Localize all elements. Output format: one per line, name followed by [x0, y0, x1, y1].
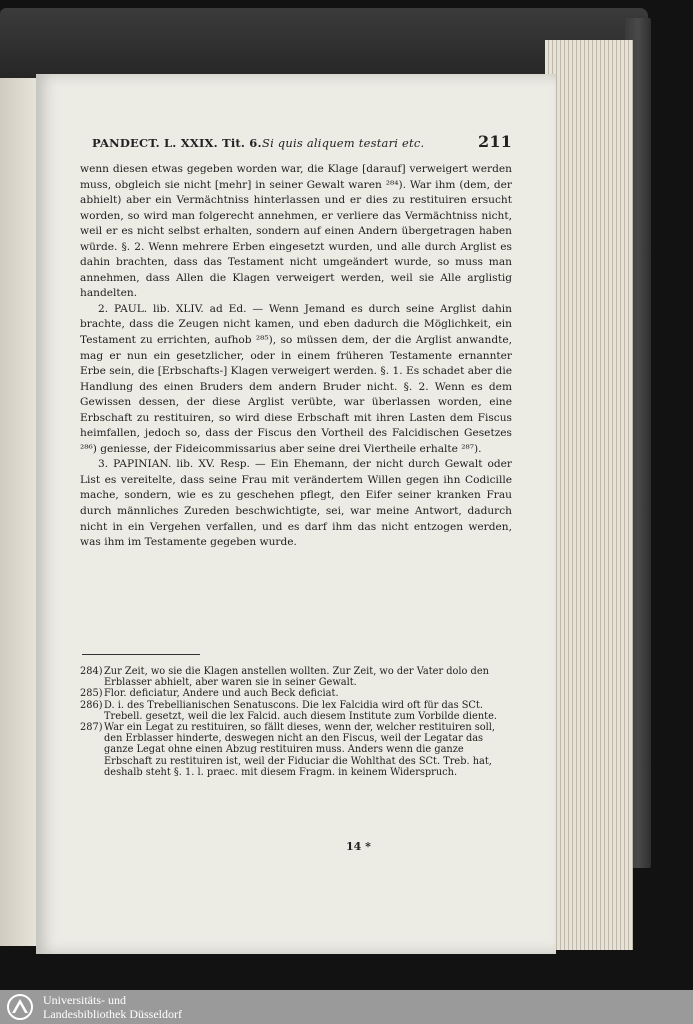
- book-page: [36, 74, 556, 954]
- paragraph: wenn diesen etwas gegeben worden war, die Klage [darauf] verweigert werden muss, obgleich sie nicht [mehr] in seiner Gewalt waren ²⁸⁴). War ihm (dem, der abhielt) aber ein Vermächtniss hinterlassen und er dies zu restituiren ersucht worden, so wird man folgerecht annehmen, er verliere das Vermächtniss nicht, weil er es nicht selbst erhalten, sondern auf einen Andern übergetragen haben würde. §. 2. Wenn mehrere Erben eingesetzt wurden, und alle durch Arglist es dahin brachten, dass das Testament nicht umgeändert wurde, so muss man annehmen, dass Allen die Klagen verweigert werden, weil sie Alle arglistig handelten.: [80, 163, 512, 300]
- running-head-subtitle: Si quis aliquem testari etc.: [262, 136, 425, 150]
- running-head: [92, 134, 512, 152]
- footnote-separator: [82, 654, 200, 655]
- footnote-key: 285): [80, 688, 103, 700]
- footnote-text: Zur Zeit, wo sie die Klagen anstellen wollten. Zur Zeit, wo der Vater dolo den Erblasser abhielt, aber waren sie in seiner Gewalt.: [104, 666, 489, 689]
- library-name-line2: Landesbibliothek Düsseldorf: [43, 1007, 182, 1021]
- page-stack: [545, 40, 633, 950]
- paragraph: 2. PAUL. lib. XLIV. ad Ed. — Wenn Jemand es durch seine Arglist dahin brachte, dass die Zeugen nicht kamen, und eben dadurch die Möglichkeit, ein Testament zu errichten, aufhob ²⁸⁵), so müssen dem, der die Arglist anwandte, mag er nun ein gesetzlicher, oder in einem früheren Testamente ernannter Erbe sein, die [Erbschafts-] Klagen verweigert werden. §. 1. Es schadet aber die Handlung des einen Bruders dem andern Bruder nicht. §. 2. Wenn es dem Gewissen dessen, der diese Arglist verübte, war überlassen worden, eine Erbschaft zu restituiren, so wird diese Erbschaft mit ihren Lasten dem Fiscus heimfallen, jedoch so, dass der Fiscus den Vortheil des Falcidischen Gesetzes ²⁸⁶) geniesse, der Fideicommissarius aber seine drei Viertheile erhalte ²⁸⁷).: [80, 302, 512, 455]
- footnote: [80, 666, 512, 688]
- signature-mark: 14 *: [346, 840, 371, 853]
- paragraph: 3. PAPINIAN. lib. XV. Resp. — Ein Ehemann, der nicht durch Gewalt oder List es vereitelte, dass seine Frau mit verändertem Willen gegen ihn Codicille mache, sondern, wie es zu geschehen pflegt, den Eifer seiner kranken Frau durch männliches Zureden beschwichtigte, sei, war meine Antwort, dadurch nicht in ein Vergehen verfallen, und es darf ihm das nicht entzogen werden, was ihm im Testamente gegeben wurde.: [80, 458, 512, 549]
- footnote: [80, 722, 512, 778]
- footnote-key: 284): [80, 666, 103, 677]
- main-text: [80, 162, 512, 551]
- facing-page: [0, 78, 41, 946]
- library-footer: [0, 990, 693, 1024]
- library-name-line1: Universitäts- und: [43, 993, 126, 1007]
- footnote-key: 287): [80, 722, 103, 734]
- library-logo-icon: [4, 993, 36, 1021]
- footnote-text: D. i. des Trebellianischen Senatuscons. Die lex Falcidia wird oft für das SCt. Trebell. gesetzt, weil die lex Falcid. auch diesem Institute zum Vorbilde diente.: [104, 699, 497, 722]
- footnote: [80, 700, 512, 722]
- footnote-text: War ein Legat zu restituiren, so fällt dieses, wenn der, welcher restituiren soll, den Erblasser hinderte, deswegen nicht an den Fiscus, weil der Legatar das ganze Legat ohne einen Abzug restituiren muss. Anders wenn die ganze Erbschaft zu restituiren ist, weil der Fiduciar die Wohlthat des SCt. Treb. hat, deshalb steht §. 1. l. praec. mit diesem Fragm. in keinem Widerspruch.: [104, 722, 496, 778]
- footnote-key: 286): [80, 699, 103, 711]
- footnote: [80, 688, 512, 699]
- running-head-title: PANDECT. L. XXIX. Tit. 6.: [92, 136, 262, 150]
- footnote-text: Flor. deficiatur, Andere und auch Beck deficiat.: [104, 688, 339, 700]
- page-number: 211: [478, 132, 512, 151]
- footnotes: [80, 666, 512, 778]
